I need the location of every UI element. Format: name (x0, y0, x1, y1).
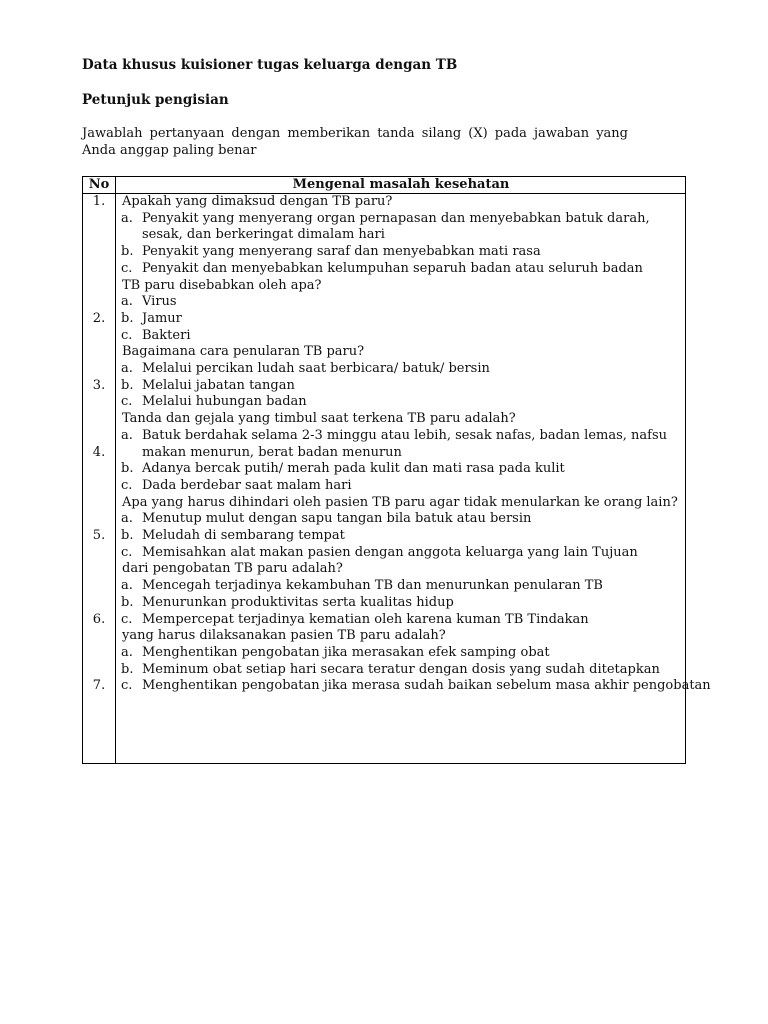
answer-option (121, 595, 454, 612)
document-title: Data khusus kuisioner tugas keluarga dengan TB (82, 57, 458, 73)
option-text: Menghentikan pengobatan jika merasa sudah baikan sebelum masa akhir pengobatan (142, 678, 711, 694)
answer-option (121, 311, 182, 328)
option-text: Jamur (142, 310, 182, 326)
answer-option (121, 528, 345, 545)
header-topic: Mengenal masalah kesehatan (292, 177, 510, 192)
option-text: Bakteri (142, 327, 191, 343)
option-text: Mempercepat terjadinya kematian oleh karena kuman TB Tindakan (142, 611, 589, 627)
option-marker: a. (121, 511, 133, 527)
option-marker: a. (121, 294, 133, 310)
option-text: Melalui hubungan badan (142, 394, 307, 410)
option-marker: a. (121, 210, 133, 226)
header-no: No (88, 177, 110, 192)
answer-option (121, 378, 295, 395)
option-marker: c. (121, 260, 133, 276)
question-text: TB paru disebabkan oleh apa? (122, 277, 322, 293)
option-text: Meludah di sembarang tempat (142, 528, 345, 543)
option-marker: a. (121, 361, 133, 376)
question-text: dari pengobatan TB paru adalah? (122, 561, 343, 577)
option-text: Mencegah terjadinya kekambuhan TB dan menurunkan penularan TB (142, 578, 603, 594)
answer-option (121, 294, 177, 311)
option-marker: b. (121, 377, 134, 393)
question-number: 2. (92, 310, 106, 326)
answer-option (121, 645, 550, 662)
question-number: 7. (92, 678, 106, 694)
option-text: Melalui percikan ludah saat berbicara/ batuk/ bersin (142, 361, 490, 376)
question-text: Bagaimana cara penularan TB paru? (122, 344, 365, 360)
option-text: Menutup mulut dengan sapu tangan bila batuk atau bersin (142, 511, 532, 527)
answer-option (121, 461, 565, 478)
option-text: Melalui jabatan tangan (142, 377, 295, 393)
answer-option (121, 361, 490, 378)
answer-option (121, 478, 352, 495)
option-text: Adanya bercak putih/ merah pada kulit dan mati rasa pada kulit (142, 461, 565, 477)
instructions-text: Jawablah pertanyaan dengan memberikan tanda silang (X) pada jawaban yang Anda anggap paling benar (82, 126, 628, 158)
answer-continuation: sesak, dan berkeringat dimalam hari (142, 227, 385, 243)
option-text: Penyakit dan menyebabkan kelumpuhan separuh badan atau seluruh badan (142, 260, 643, 276)
answer-option (121, 662, 660, 679)
answer-option (121, 545, 638, 562)
option-text: Batuk berdahak selama 2-3 minggu atau lebih, sesak nafas, badan lemas, nafsu (142, 427, 668, 443)
option-marker: c. (121, 611, 133, 627)
question-text: Apakah yang dimaksud dengan TB paru? (122, 194, 393, 209)
option-marker: c. (121, 477, 133, 493)
question-number: 6. (92, 611, 106, 627)
option-text: Penyakit yang menyerang saraf dan menyebabkan mati rasa (142, 244, 541, 260)
option-marker: c. (121, 544, 133, 560)
answer-option (121, 244, 541, 261)
answer-option (121, 612, 589, 629)
column-divider (115, 177, 116, 763)
answer-continuation: makan menurun, berat badan menurun (142, 444, 402, 460)
option-text: Memisahkan alat makan pasien dengan anggota keluarga yang lain Tujuan (142, 544, 638, 560)
question-text: Tanda dan gejala yang timbul saat terkena TB paru adalah? (122, 411, 516, 427)
option-marker: c. (121, 327, 133, 343)
questionnaire-table (82, 176, 711, 764)
option-text: Menurunkan produktivitas serta kualitas hidup (142, 594, 454, 610)
answer-option (121, 328, 190, 345)
option-marker: b. (121, 661, 134, 677)
question-number: 5. (92, 528, 106, 543)
option-marker: c. (121, 678, 133, 694)
answer-option (121, 211, 650, 228)
option-text: Penyakit yang menyerang organ pernapasan dan menyebabkan batuk darah, (142, 210, 650, 226)
answer-option (121, 678, 711, 695)
answer-option (121, 428, 667, 445)
option-text: Menghentikan pengobatan jika merasakan efek samping obat (142, 644, 550, 660)
option-marker: c. (121, 394, 133, 410)
section-title: Petunjuk pengisian (82, 92, 229, 108)
question-number: 1. (92, 194, 106, 209)
question-number: 3. (92, 377, 106, 393)
option-marker: a. (121, 427, 133, 443)
question-text: yang harus dilaksanakan pasien TB paru adalah? (122, 628, 446, 644)
answer-option (121, 511, 531, 528)
option-marker: b. (121, 528, 134, 543)
option-marker: b. (121, 461, 134, 477)
question-number: 4. (92, 444, 106, 460)
option-marker: b. (121, 310, 134, 326)
answer-option (121, 261, 643, 278)
answer-option (121, 578, 603, 595)
option-text: Meminum obat setiap hari secara teratur dengan dosis yang sudah ditetapkan (142, 661, 660, 677)
answer-option (121, 394, 307, 411)
option-text: Dada berdebar saat malam hari (142, 477, 352, 493)
question-text: Apa yang harus dihindari oleh pasien TB paru agar tidak menularkan ke orang lain? (122, 494, 678, 510)
option-text: Virus (142, 294, 177, 310)
option-marker: b. (121, 594, 134, 610)
option-marker: a. (121, 644, 133, 660)
option-marker: a. (121, 578, 133, 594)
option-marker: b. (121, 244, 134, 260)
